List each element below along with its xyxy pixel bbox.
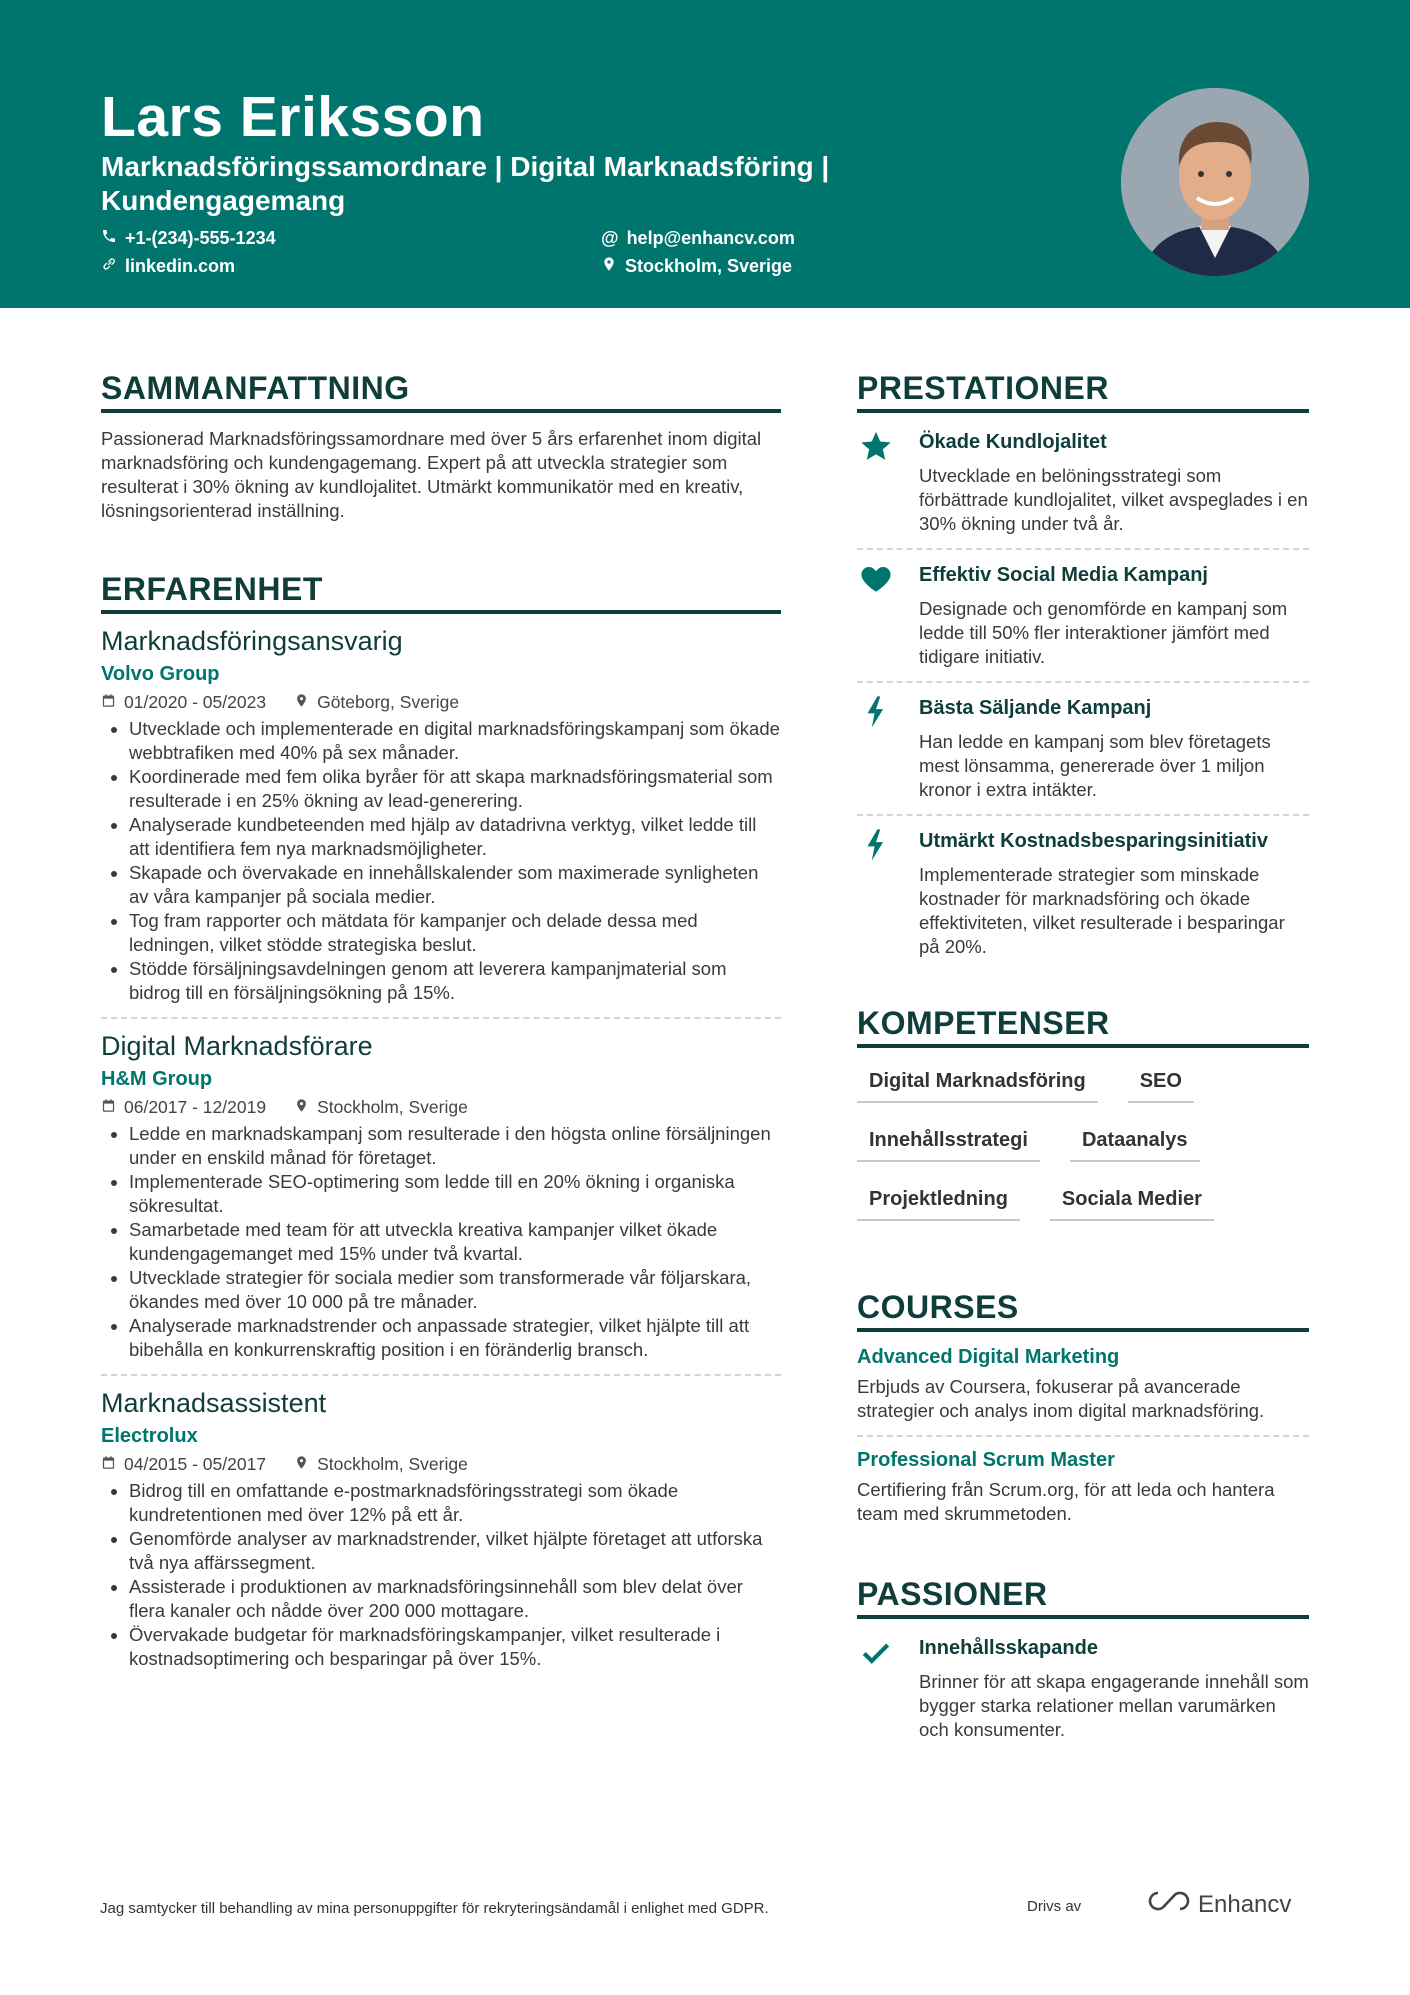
email-contact[interactable] — [601, 228, 795, 249]
check-icon — [859, 1635, 893, 1669]
skill-tag: SEO — [1128, 1058, 1194, 1103]
skill-tag: Projektledning — [857, 1176, 1020, 1221]
course-desc: Certifiering från Scrum.org, för att leda och hantera team med skrummetoden. — [857, 1479, 1275, 1524]
at-icon: @ — [601, 228, 619, 248]
lightning-icon — [859, 828, 893, 862]
powered-by-label: Drivs av — [1027, 1898, 1082, 1915]
job-entry — [101, 626, 781, 1005]
skills-list — [857, 1058, 1309, 1235]
job-company: Electrolux — [101, 1425, 198, 1447]
achievement-desc: Designade och genomförde en kampanj som ledde till 50% fler interaktioner jämfört med tidigare initiativ. — [919, 598, 1288, 667]
bullet-item: • Implementerade SEO-optimering som ledde till en 20% ökning i organiska sökresultat. — [129, 1170, 781, 1218]
skill-tag: Sociala Medier — [1050, 1176, 1214, 1221]
bullet-item: • Bidrog till en omfattande e-postmarknadsföringsstrategi som ökade kundretentionen med över 12% på ett år. — [129, 1479, 781, 1527]
achievement-item — [857, 562, 1309, 669]
profile-photo — [1121, 88, 1309, 276]
bullet-item: • Analyserade kundbeteenden med hjälp av datadrivna verktyg, vilket ledde till att identifiera fem nya marknadsmöjligheter. — [129, 813, 781, 861]
infinity-logo-icon — [1146, 1889, 1192, 1920]
course-title: Advanced Digital Marketing — [857, 1346, 1120, 1368]
achievement-title: Ökade Kundlojalitet — [919, 431, 1107, 453]
link-icon — [101, 256, 117, 277]
achievements-heading: PRESTATIONER — [857, 370, 1309, 413]
skill-tag: Dataanalys — [1070, 1117, 1200, 1162]
calendar-icon — [101, 692, 124, 713]
courses-section — [857, 1289, 1309, 1526]
job-role: Marknadsföringsansvarig — [101, 626, 403, 656]
achievements-section — [857, 370, 1309, 959]
lightning-icon — [859, 695, 893, 729]
job-bullets — [101, 1122, 781, 1362]
bullet-item: • Assisterade i produktionen av marknadsföringsinnehåll som blev delat över flera kanaler och nådde över 200 000 mottagare. — [129, 1575, 781, 1623]
divider — [857, 814, 1309, 816]
achievement-title: Bästa Säljande Kampanj — [919, 697, 1152, 719]
bullet-item: • Ledde en marknadskampanj som resulterade i den högsta online försäljningen under en enskild månad för företaget. — [129, 1122, 781, 1170]
passions-heading: PASSIONER — [857, 1576, 1309, 1619]
achievement-item — [857, 695, 1309, 802]
enhancv-logo[interactable] — [1146, 1889, 1291, 1920]
course-item — [857, 1449, 1309, 1526]
achievement-item — [857, 429, 1309, 536]
divider — [101, 1374, 781, 1376]
bullet-item: • Skapade och övervakade en innehållskalender som maximerade synligheten av våra kampanjer på sociala medier. — [129, 861, 781, 909]
phone-icon — [101, 228, 117, 249]
course-title: Professional Scrum Master — [857, 1449, 1115, 1471]
achievement-item — [857, 828, 1309, 959]
bullet-item: • Stödde försäljningsavdelningen genom att leverera kampanjmaterial som bidrog till en försäljningsökning på 15%. — [129, 957, 781, 1005]
achievement-title: Utmärkt Kostnadsbesparingsinitiativ — [919, 830, 1268, 852]
location-pin-icon — [294, 1097, 317, 1118]
summary-text: Passionerad Marknadsföringssamordnare med över 5 års erfarenhet inom digital marknadsföring och kundengagemang. Expert på att utveckla strategier som resulterat i 30% ökning av kundlojalitet. Utmärkt kommunikatör med en kreativ, lösningsorienterad inställning. — [101, 428, 762, 521]
courses-heading: COURSES — [857, 1289, 1309, 1332]
achievement-desc: Han ledde en kampanj som blev företagets mest lönsamma, genererade över 1 miljon kronor i extra intäkter. — [919, 731, 1271, 800]
candidate-title: Marknadsföringssamordnare | Digital Marknadsföring | Kundengagemang — [101, 151, 830, 216]
location-text: Stockholm, Sverige — [625, 256, 793, 276]
achievement-desc: Utvecklade en belöningsstrategi som förbättrade kundlojalitet, vilket avspeglades i en 30% ökning under två år. — [919, 465, 1308, 534]
left-column — [101, 370, 781, 1671]
heart-icon — [859, 562, 893, 596]
course-item — [857, 1346, 1309, 1423]
bullet-item: • Genomförde analyser av marknadstrender, vilket hjälpte företaget att utforska två nya affärssegment. — [129, 1527, 781, 1575]
candidate-name: Lars Eriksson — [101, 85, 485, 149]
experience-section — [101, 571, 781, 1671]
phone-text: +1-(234)-555-1234 — [125, 228, 276, 248]
bullet-item: • Utvecklade och implementerade en digital marknadsföringskampanj som ökade webbtrafiken med 40% på sex månader. — [129, 717, 781, 765]
job-role: Marknadsassistent — [101, 1388, 327, 1418]
job-meta — [101, 692, 781, 713]
job-bullets — [101, 717, 781, 1005]
bullet-item: • Analyserade marknadstrender och anpassade strategier, vilket hjälpte till att bibehålla en konkurrenskraftig position i en föränderlig bransch. — [129, 1314, 781, 1362]
divider — [857, 681, 1309, 683]
achievement-title: Effektiv Social Media Kampanj — [919, 564, 1208, 586]
phone-contact[interactable] — [101, 228, 276, 249]
bullet-item: • Övervakade budgetar för marknadsföringskampanjer, vilket resulterade i kostnadsoptimering och besparingar på över 15%. — [129, 1623, 781, 1671]
divider — [857, 1435, 1309, 1437]
right-column — [857, 370, 1309, 1742]
job-location: Göteborg, Sverige — [317, 692, 460, 712]
calendar-icon — [101, 1097, 124, 1118]
course-desc: Erbjuds av Coursera, fokuserar på avancerade strategier och analys inom digital marknadsföring. — [857, 1376, 1265, 1421]
experience-heading: ERFARENHET — [101, 571, 781, 614]
location-pin-icon — [294, 692, 317, 713]
bullet-item: • Utvecklade strategier för sociala medier som transformerade vår följarskara, ökandes med över 10 000 på tre månader. — [129, 1266, 781, 1314]
linkedin-text: linkedin.com — [125, 256, 236, 276]
job-company: Volvo Group — [101, 663, 220, 685]
location-contact — [601, 256, 792, 277]
passion-title: Innehållsskapande — [919, 1637, 1098, 1659]
location-pin-icon — [294, 1454, 317, 1475]
job-meta — [101, 1454, 781, 1475]
job-entry — [101, 1388, 781, 1671]
passion-desc: Brinner för att skapa engagerande innehåll som bygger starka relationer mellan varumärken och konsumenter. — [919, 1671, 1309, 1740]
skill-tag: Digital Marknadsföring — [857, 1058, 1098, 1103]
job-location: Stockholm, Sverige — [317, 1454, 468, 1474]
job-dates: 06/2017 - 12/2019 — [124, 1097, 267, 1117]
divider — [101, 1017, 781, 1019]
bullet-item: • Tog fram rapporter och mätdata för kampanjer och delade dessa med ledningen, vilket stödde strategiska beslut. — [129, 909, 781, 957]
bullet-item: • Koordinerade med fem olika byråer för att skapa marknadsföringsmaterial som resulterade i en 25% ökning av lead-generering. — [129, 765, 781, 813]
skills-heading: KOMPETENSER — [857, 1005, 1309, 1048]
passions-section — [857, 1576, 1309, 1742]
skill-tag: Innehållsstrategi — [857, 1117, 1040, 1162]
job-location: Stockholm, Sverige — [317, 1097, 468, 1117]
achievement-desc: Implementerade strategier som minskade kostnader för marknadsföring och ökade effektiviteten, vilket resulterade i besparingar på 20%. — [919, 864, 1285, 957]
location-pin-icon — [601, 256, 617, 277]
gdpr-consent: Jag samtycker till behandling av mina personuppgifter för rekryteringsändamål i enlighet med GDPR. — [100, 1900, 769, 1917]
email-text: help@enhancv.com — [626, 228, 795, 248]
skills-section — [857, 1005, 1309, 1235]
job-company: H&M Group — [101, 1068, 213, 1090]
star-icon — [859, 429, 893, 463]
summary-heading: SAMMANFATTNING — [101, 370, 781, 413]
job-bullets — [101, 1479, 781, 1671]
calendar-icon — [101, 1454, 124, 1475]
brand-name: Enhancv — [1198, 1890, 1292, 1918]
linkedin-contact[interactable] — [101, 256, 235, 277]
summary-section — [101, 370, 781, 523]
job-role: Digital Marknadsförare — [101, 1031, 373, 1061]
job-entry — [101, 1031, 781, 1362]
job-meta — [101, 1097, 781, 1118]
job-dates: 01/2020 - 05/2023 — [124, 692, 267, 712]
passion-item — [857, 1635, 1309, 1742]
bullet-item: • Samarbetade med team för att utveckla kreativa kampanjer vilket ökade kundengagemanget med 15% under två kvartal. — [129, 1218, 781, 1266]
job-dates: 04/2015 - 05/2017 — [124, 1454, 267, 1474]
divider — [857, 548, 1309, 550]
header — [0, 0, 1410, 308]
